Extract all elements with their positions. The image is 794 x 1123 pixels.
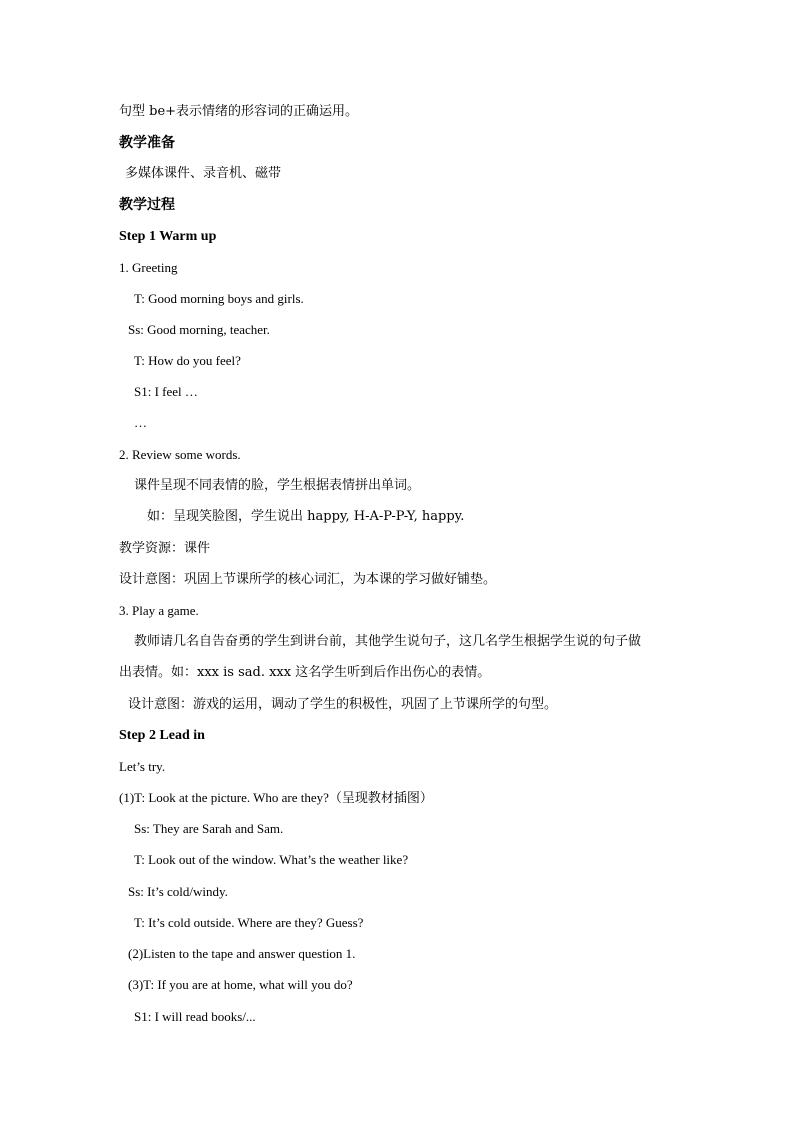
step-2-title: Step 2 Lead in: [119, 728, 205, 743]
preparation-materials: 多媒体课件、录音机、磁带: [125, 166, 282, 181]
dialogue-line: (3)T: If you are at home, what will you do?: [128, 977, 353, 992]
step-1-title: Step 1 Warm up: [119, 229, 217, 244]
design-intent-1: 设计意图：巩固上节课所学的核心词汇，为本课的学习做好铺垫。: [119, 572, 497, 587]
dialogue-line: Ss: They are Sarah and Sam.: [134, 821, 284, 836]
dialogue-line: T: It’s cold outside. Where are they? Guess?: [134, 915, 364, 930]
listen-task: (2)Listen to the tape and answer question 1.: [128, 946, 356, 961]
teaching-resource: 教学资源：课件: [119, 541, 211, 556]
dialogue-line: S1: I feel …: [134, 384, 198, 399]
lets-try-line: Let’s try.: [119, 759, 166, 774]
ellipsis-line: …: [134, 415, 147, 430]
play-game-item: 3. Play a game.: [119, 603, 199, 618]
review-description: 课件呈现不同表情的脸，学生根据表情拼出单词。: [134, 478, 421, 493]
dialogue-line: Ss: It’s cold/windy.: [128, 884, 228, 899]
game-description-cont: 出表情。如：xxx is sad. xxx 这名学生听到后作出伤心的表情。: [119, 665, 491, 680]
heading-teaching-process: 教学过程: [119, 197, 175, 213]
dialogue-line: (1)T: Look at the picture. Who are they?（呈现教材插图）: [119, 790, 433, 805]
review-words-item: 2. Review some words.: [119, 447, 241, 462]
game-description: 教师请几名自告奋勇的学生到讲台前，其他学生说句子，这几名学生根据学生说的句子做: [134, 634, 642, 649]
heading-teaching-preparation: 教学准备: [119, 135, 175, 151]
objective-line: 句型 be+表示情绪的形容词的正确运用。: [119, 104, 359, 119]
dialogue-line: Ss: Good morning, teacher.: [128, 322, 270, 337]
greeting-item: 1. Greeting: [119, 260, 178, 275]
dialogue-line: T: How do you feel?: [134, 353, 241, 368]
dialogue-line: T: Look out of the window. What’s the weather like?: [134, 852, 409, 867]
dialogue-line: S1: I will read books/...: [134, 1009, 256, 1024]
design-intent-2: 设计意图：游戏的运用，调动了学生的积极性，巩固了上节课所学的句型。: [128, 697, 558, 712]
dialogue-line: T: Good morning boys and girls.: [134, 291, 304, 306]
review-example: 如：呈现笑脸图，学生说出 happy, H-A-P-P-Y, happy.: [147, 509, 465, 524]
